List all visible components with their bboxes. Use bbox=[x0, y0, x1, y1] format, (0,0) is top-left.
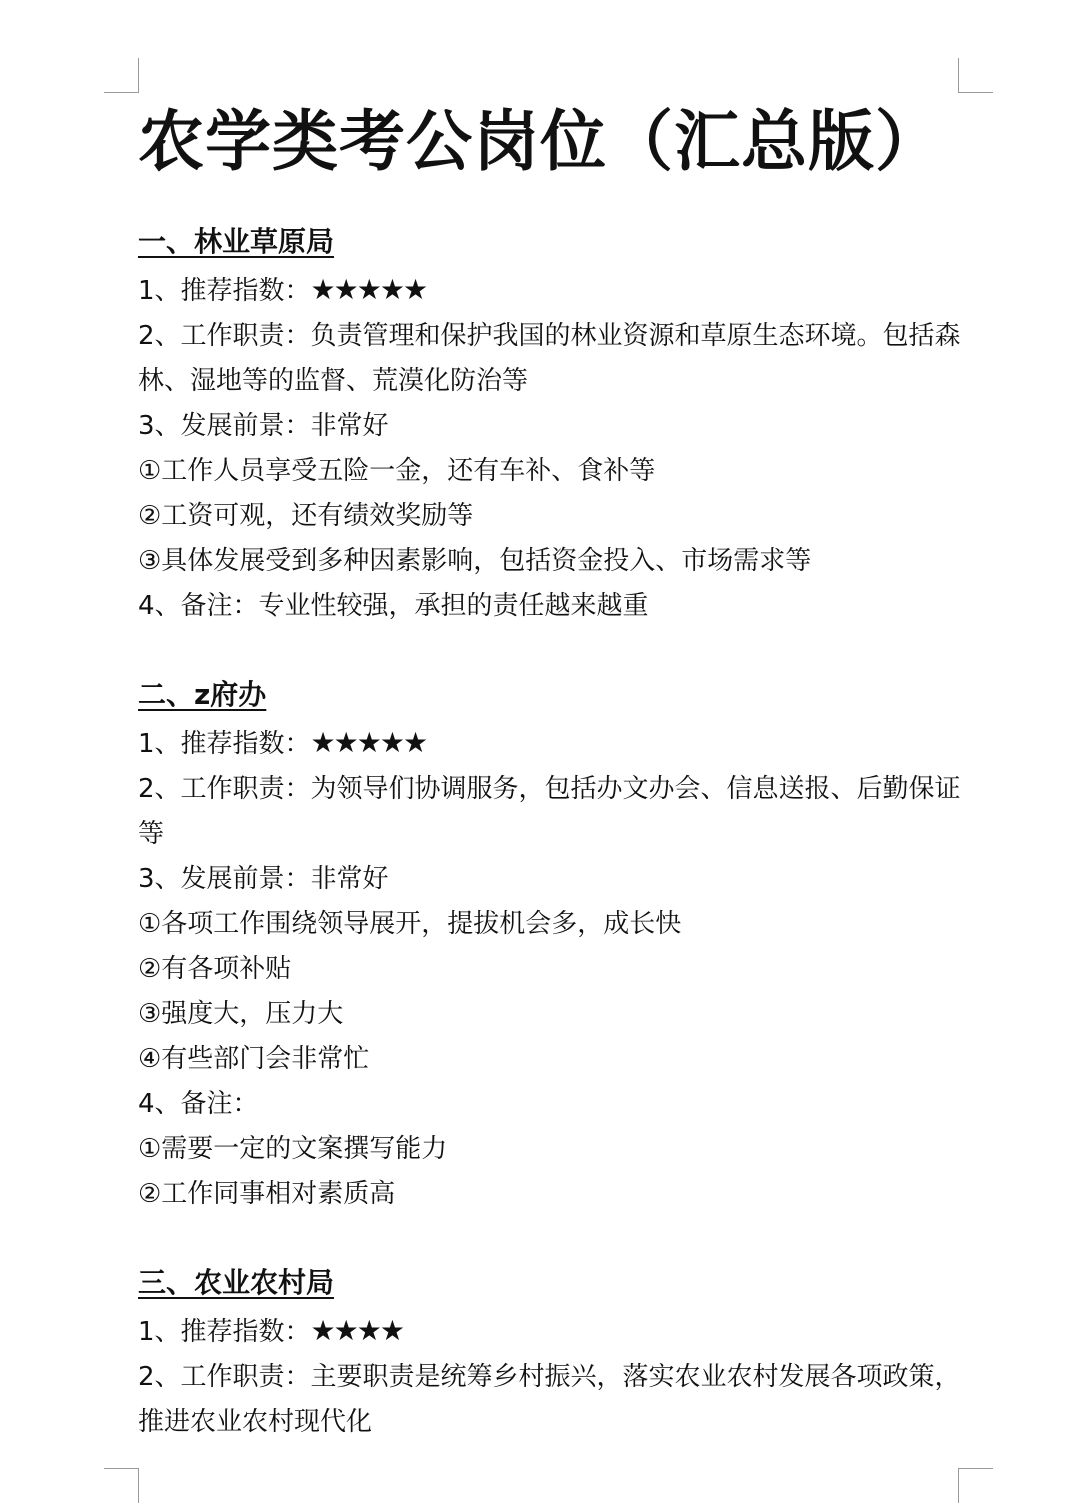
text-line: ①工作人员享受五险一金，还有车补、食补等 bbox=[138, 456, 656, 486]
text-line: ①各项工作围绕领导展开，提拔机会多，成长快 bbox=[138, 909, 682, 939]
text-line: 4、备注：专业性较强，承担的责任越来越重 bbox=[138, 591, 649, 621]
text-line: ①需要一定的文案撰写能力 bbox=[138, 1134, 448, 1164]
text-line: ②工资可观，还有绩效奖励等 bbox=[138, 501, 474, 531]
text-line: ③具体发展受到多种因素影响，包括资金投入、市场需求等 bbox=[138, 546, 812, 576]
text-line: ②有各项补贴 bbox=[138, 954, 292, 984]
star-rating: ★★★★★ bbox=[310, 273, 427, 306]
star-rating: ★★★★★ bbox=[310, 726, 427, 759]
document-body bbox=[138, 96, 968, 1491]
text-line: 2、工作职责：主要职责是统筹乡村振兴，落实农业农村发展各项政策，推进农业农村现代化 bbox=[138, 1362, 961, 1437]
text-line: 2、工作职责：负责管理和保护我国的林业资源和草原生态环境。包括森林、湿地等的监督、荒漠化防治等 bbox=[138, 321, 961, 396]
rating-label: 1、推荐指数： bbox=[138, 729, 311, 759]
crop-mark-top-left bbox=[104, 58, 139, 93]
text-line: 2、工作职责：为领导们协调服务，包括办文办会、信息送报、后勤保证等 bbox=[138, 774, 961, 849]
crop-mark-top-right bbox=[958, 58, 993, 93]
text-line: 4、备注： bbox=[138, 1089, 259, 1119]
section-heading bbox=[138, 1263, 968, 1303]
rating-label: 1、推荐指数： bbox=[138, 1317, 311, 1347]
section-forestry-grassland bbox=[138, 222, 968, 629]
rating-line bbox=[138, 720, 968, 767]
rating-line bbox=[138, 267, 968, 314]
star-rating: ★★★★ bbox=[310, 1314, 403, 1347]
section-heading bbox=[138, 222, 968, 262]
document-title: 农学类考公岗位（汇总版） bbox=[138, 103, 942, 180]
section-government-office bbox=[138, 675, 968, 1217]
text-line: ④有些部门会非常忙 bbox=[138, 1044, 370, 1074]
text-line: ③强度大，压力大 bbox=[138, 999, 344, 1029]
section-heading-text: 一、林业草原局 bbox=[138, 225, 335, 258]
rating-label: 1、推荐指数： bbox=[138, 276, 311, 306]
text-line: 3、发展前景：非常好 bbox=[138, 864, 389, 894]
text-line: ②工作同事相对素质高 bbox=[138, 1179, 396, 1209]
rating-line bbox=[138, 1308, 968, 1355]
section-heading bbox=[138, 675, 968, 715]
text-line: 3、发展前景：非常好 bbox=[138, 411, 389, 441]
section-heading-text: 二、z府办 bbox=[138, 678, 267, 711]
section-heading-text: 三、农业农村局 bbox=[138, 1266, 335, 1299]
section-agriculture-rural bbox=[138, 1263, 968, 1445]
crop-mark-bottom-left bbox=[104, 1468, 139, 1503]
